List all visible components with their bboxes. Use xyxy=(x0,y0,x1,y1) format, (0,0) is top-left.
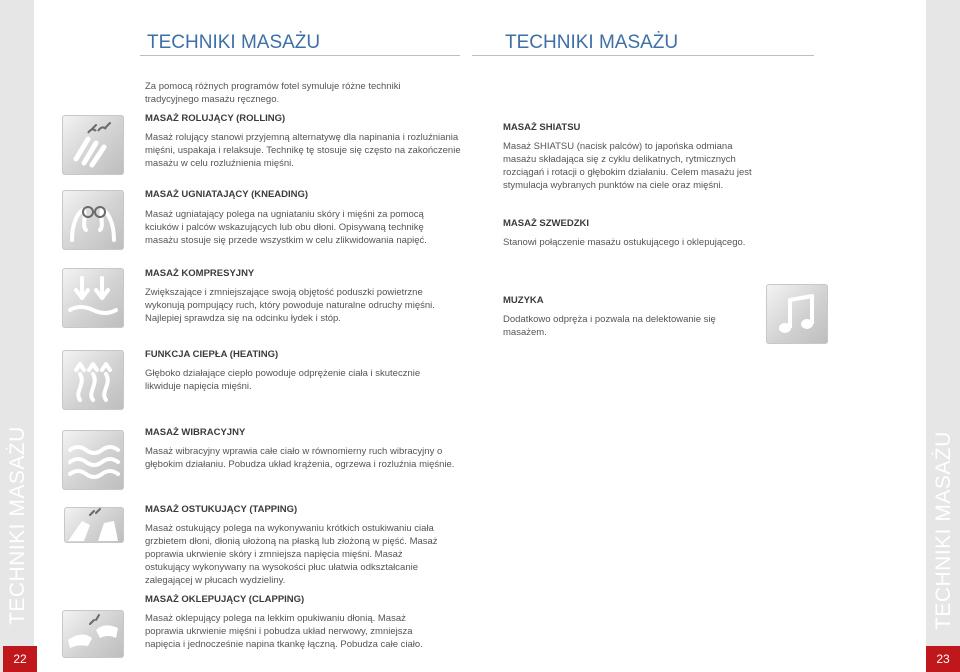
section-text-shiatsu: Masaż SHIATSU (nacisk palców) to japońska odmiana masażu składająca się z cyklu delikatnych, rytmicznych rozciągań i rotacji o głębokim działaniu. Celem masażu jest stymulacja wybranych punktów na ciele oraz mięśni. xyxy=(503,141,752,191)
section-title-heating: FUNKCJA CIEPŁA (HEATING) xyxy=(145,349,279,360)
section-title-clapping: MASAŻ OKLEPUJĄCY (CLAPPING) xyxy=(145,594,305,605)
section-text-compression: Zwiększające i zmniejszające swoją objętość poduszki powietrzne wykonują pompujący ruch, który powoduje naturalne odruchy mięśni. Najlepiej sprawdza się na odcinku łydek i stóp. xyxy=(145,287,435,324)
left-page-number: 22 xyxy=(3,646,37,672)
section-title-kneading: MASAŻ UGNIATAJĄCY (KNEADING) xyxy=(145,189,309,200)
section-title-tapping: MASAŻ OSTUKUJĄCY (TAPPING) xyxy=(145,504,298,515)
right-page-number: 23 xyxy=(926,646,960,672)
right-header-divider xyxy=(472,55,814,56)
section-text-kneading: Masaż ugniatający polega na ugniataniu skóry i mięśni za pomocą kciuków i palców wskazujących lub obu dłoni. Opisywaną technikę masażu stosuje się przede wszystkim w celu zlikwidowania napięć. xyxy=(145,209,427,246)
heat-waves-icon xyxy=(62,350,124,410)
right-page-title: TECHNIKI MASAŻU xyxy=(505,32,679,53)
clapping-hands-icon xyxy=(62,610,124,658)
intro-text: Za pomocą różnych programów fotel symuluje różne techniki tradycyjnego masażu ręcznego. xyxy=(145,81,401,105)
left-side-label: TECHNIKI MASAŻU xyxy=(6,426,29,625)
tapping-hands-icon xyxy=(64,507,124,543)
section-text-clapping: Masaż oklepujący polega na lekkim opukiwaniu dłonią. Masaż poprawia ukrwienie mięśni i pobudza układ nerwowy, zmniejsza napięcia i jednocześnie napina tkankę łączną. Pobudza całe ciało. xyxy=(145,613,423,650)
section-title-shiatsu: MASAŻ SHIATSU xyxy=(503,122,581,133)
section-text-swedish: Stanowi połączenie masażu ostukującego i oklepującego. xyxy=(503,237,746,248)
right-side-label: TECHNIKI MASAŻU xyxy=(932,431,955,630)
rolling-hands-icon xyxy=(62,115,124,175)
section-text-rolling: Masaż rolujący stanowi przyjemną alternatywę dla napinania i rozluźniania mięśni, uspakaja i relaksuje. Technikę tę stosuje się często na zakończenie masażu w celu rozluźnienia mięśni. xyxy=(145,132,461,169)
kneading-hands-icon xyxy=(62,190,124,250)
section-text-music: Dodatkowo odpręża i pozwala na delektowanie się masażem. xyxy=(503,314,716,338)
music-note-icon xyxy=(766,284,828,344)
section-title-swedish: MASAŻ SZWEDZKI xyxy=(503,218,590,229)
section-title-compression: MASAŻ KOMPRESYJNY xyxy=(145,268,255,279)
section-title-rolling: MASAŻ ROLUJĄCY (ROLLING) xyxy=(145,113,286,124)
vibration-waves-icon xyxy=(62,430,124,490)
section-title-vibration: MASAŻ WIBRACYJNY xyxy=(145,427,246,438)
section-text-vibration: Masaż wibracyjny wprawia całe ciało w równomierny ruch wibracyjny o głębokim działaniu. Pobudza układ krążenia, ogrzewa i rozluźnia mięśnie. xyxy=(145,446,455,470)
compression-arrows-icon xyxy=(62,268,124,328)
section-text-heating: Głęboko działające ciepło powoduje odprężenie ciała i skutecznie likwiduje napięcia mięśni. xyxy=(145,368,421,392)
left-header-divider xyxy=(140,55,460,56)
section-text-tapping: Masaż ostukujący polega na wykonywaniu krótkich ostukiwaniu ciała grzbietem dłoni, dłonią ułożoną na płaską lub złożoną w pięść. Masaż poprawia ukrwienie skóry i zmniejsza napięcia mięśni. Masaż ostukujący wykonywany na wysokości płuc ułatwia odkształcanie zalegającej w płucach wydzieliny. xyxy=(145,523,438,586)
left-page-title: TECHNIKI MASAŻU xyxy=(147,32,321,53)
section-title-music: MUZYKA xyxy=(503,295,544,306)
